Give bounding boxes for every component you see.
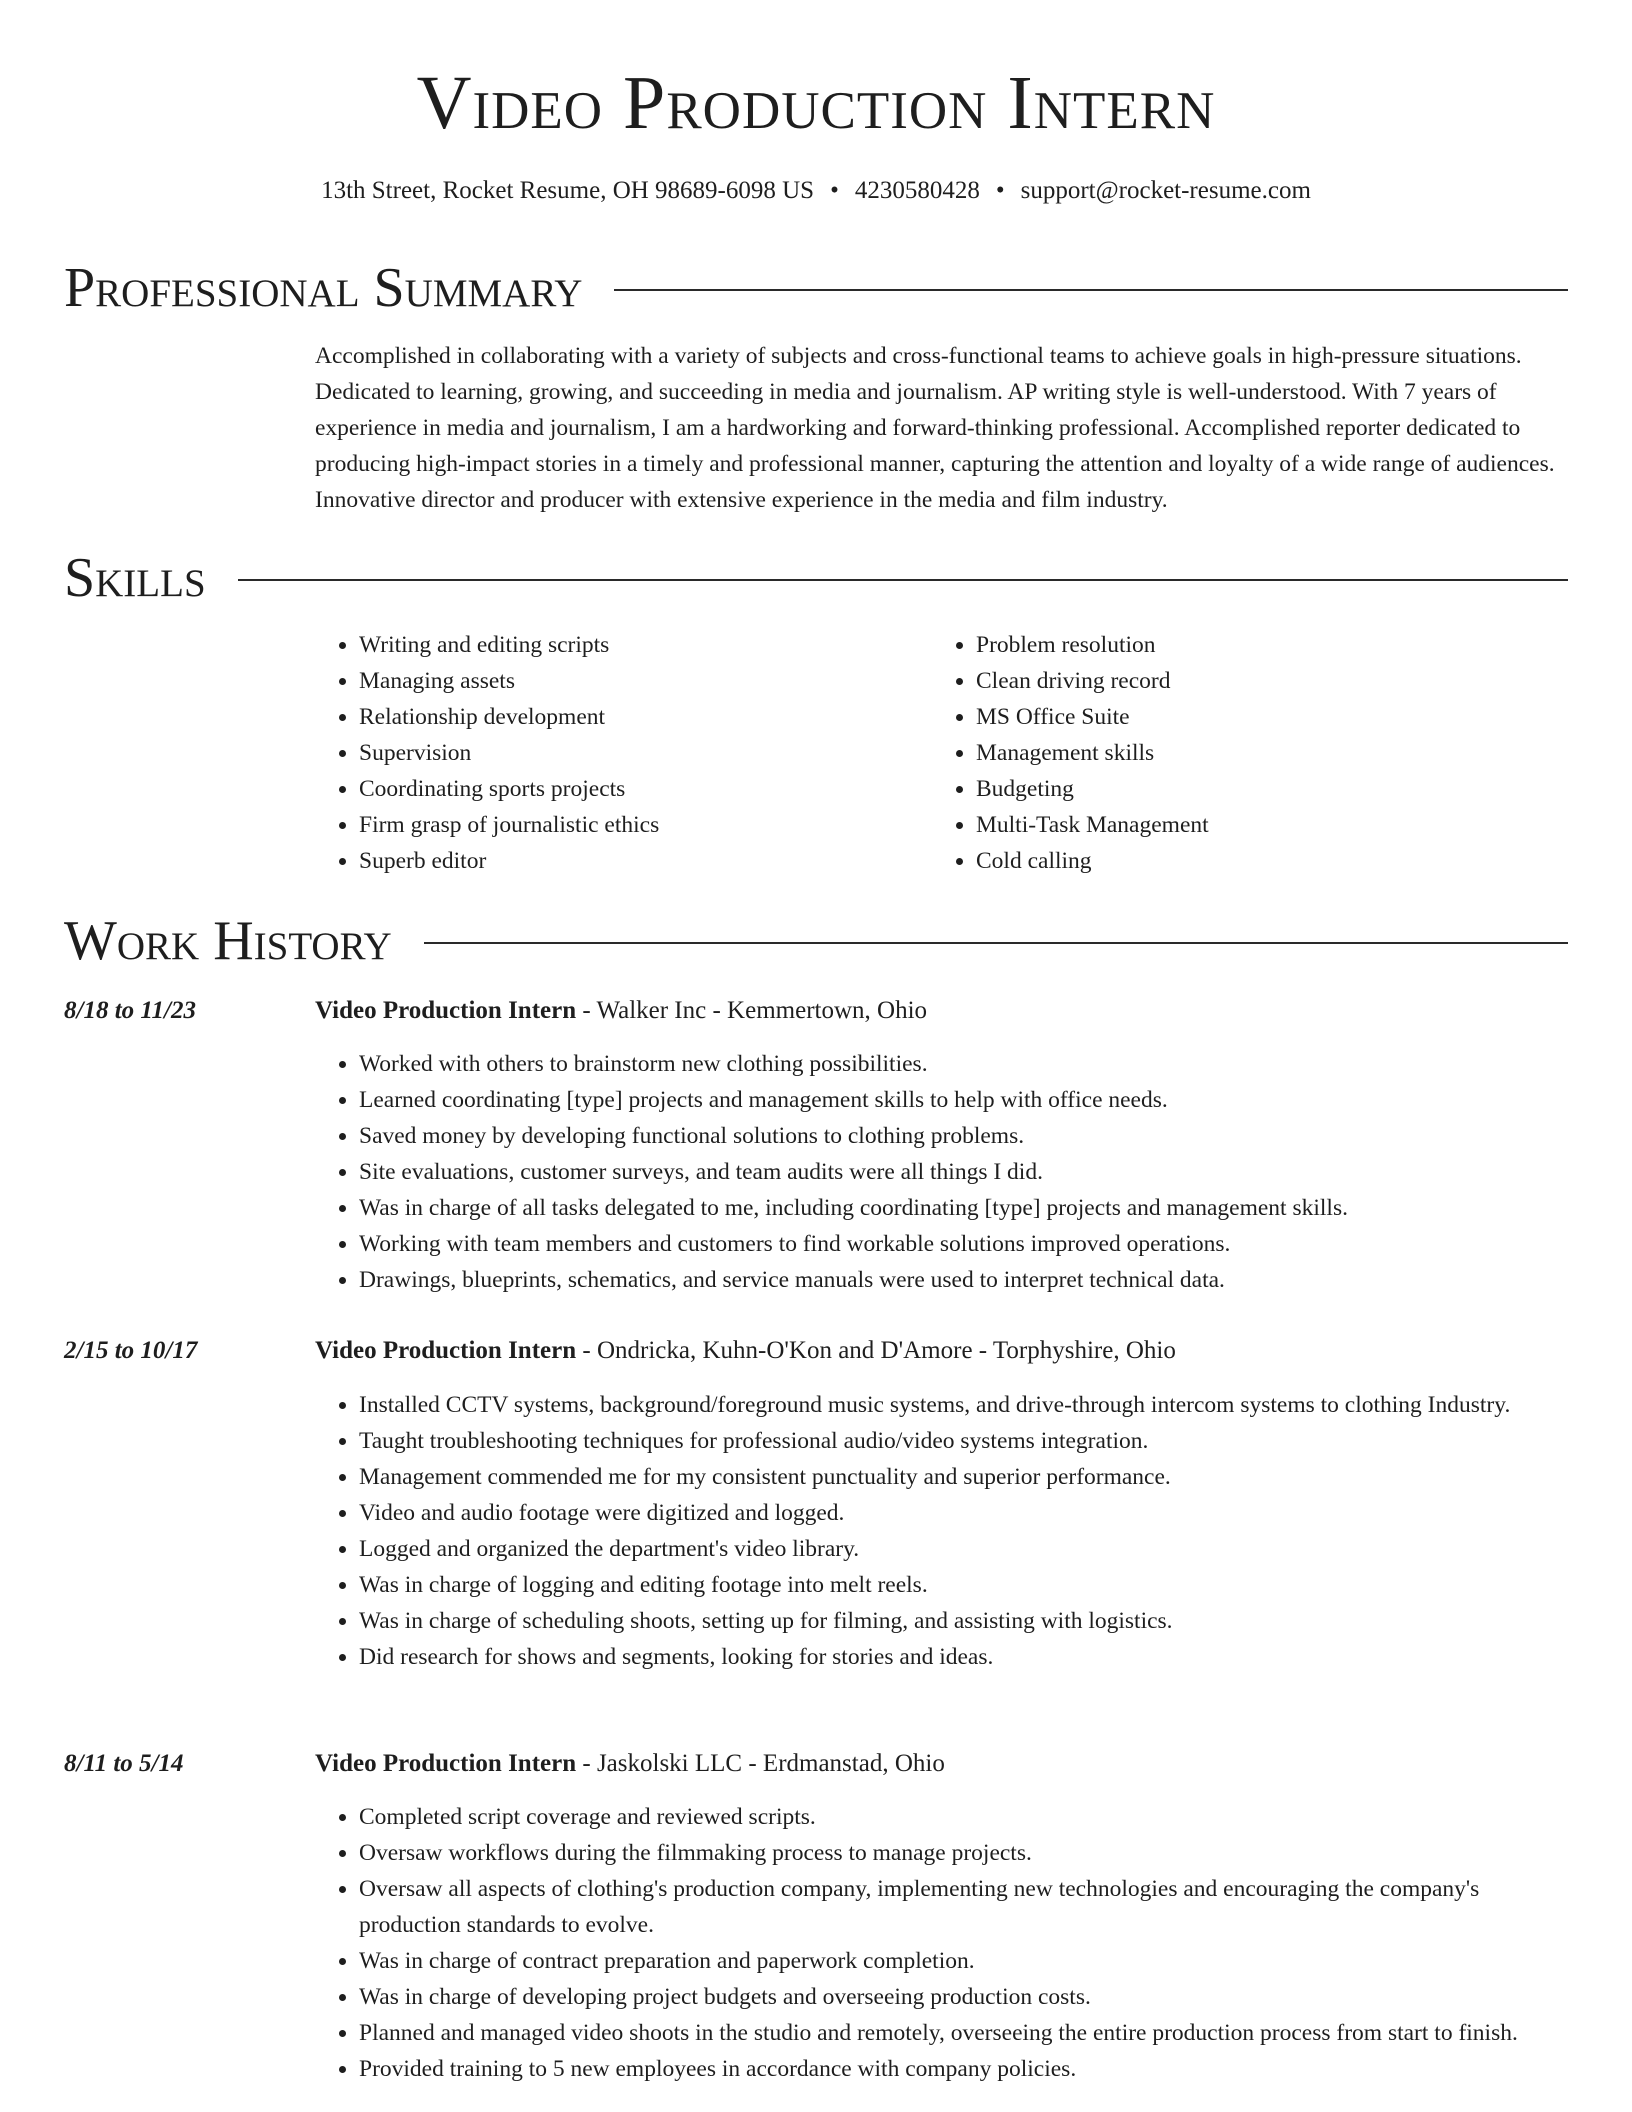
job-employer: - Jaskolski LLC - Erdmanstad, Ohio	[576, 1750, 945, 1777]
job-employer: - Walker Inc - Kemmertown, Ohio	[576, 997, 928, 1024]
skill-item: • Relationship development	[359, 699, 875, 735]
job-employer: - Ondricka, Kuhn-O'Kon and D'Amore - Torphyshire, Ohio	[576, 1337, 1176, 1364]
section-title: Work History	[64, 910, 392, 972]
job-bullets	[315, 1387, 1565, 1675]
separator: •	[830, 177, 839, 204]
job-bullet: • Working with team members and customers to find workable solutions improved operations.	[359, 1226, 1565, 1262]
section-title: Professional Summary	[64, 257, 583, 319]
resume-title: Video Production Intern	[416, 61, 1216, 145]
job-bullets	[315, 1046, 1565, 1298]
job-dates: 2/15 to 10/17	[64, 1337, 198, 1364]
skill-item: • Coordinating sports projects	[359, 771, 875, 807]
separator: •	[995, 177, 1005, 204]
job-heading	[315, 1333, 1565, 1369]
skill-item: • Superb editor	[359, 843, 875, 879]
skill-item: • Cold calling	[976, 843, 1492, 879]
job-title: Video Production Intern	[315, 997, 577, 1024]
job-bullet: • Management commended me for my consistent punctuality and superior performance.	[359, 1459, 1565, 1495]
job-bullet: • Installed CCTV systems, background/foreground music systems, and drive-through intercom systems to clothing Industry.	[359, 1387, 1565, 1423]
job-bullet: • Was in charge of contract preparation and paperwork completion.	[359, 1943, 1565, 1979]
skill-item: • Multi-Task Management	[976, 807, 1492, 843]
job-bullet: • Did research for shows and segments, looking for stories and ideas.	[359, 1639, 1565, 1675]
work-section-header	[64, 909, 1568, 973]
skill-item: • Clean driving record	[976, 663, 1492, 699]
job-bullet: • Oversaw workflows during the filmmaking process to manage projects.	[359, 1835, 1565, 1871]
skill-item: • Problem resolution	[976, 627, 1492, 663]
job-bullet: • Video and audio footage were digitized and logged.	[359, 1495, 1565, 1531]
job-title: Video Production Intern	[315, 1337, 577, 1364]
section-title: Skills	[64, 547, 206, 609]
job-bullet: • Provided training to 5 new employees in accordance with company policies.	[359, 2051, 1565, 2087]
job-title: Video Production Intern	[315, 1750, 577, 1777]
job-bullet: • Was in charge of scheduling shoots, setting up for filming, and assisting with logistics.	[359, 1603, 1565, 1639]
job-bullets	[315, 1799, 1565, 2087]
phone: 4230580428	[854, 177, 980, 204]
job-heading	[315, 1746, 1565, 1782]
skill-item: • Managing assets	[359, 663, 875, 699]
section-divider	[238, 579, 1568, 581]
job-heading	[315, 993, 1565, 1029]
job-bullet: • Saved money by developing functional solutions to clothing problems.	[359, 1118, 1565, 1154]
job-bullet: • Was in charge of developing project budgets and overseeing production costs.	[359, 1979, 1565, 2015]
job-bullet: • Site evaluations, customer surveys, and team audits were all things I did.	[359, 1154, 1565, 1190]
skills-column-left	[315, 627, 875, 879]
contact-line	[0, 176, 1632, 206]
job-dates: 8/18 to 11/23	[64, 997, 196, 1024]
skills-column-right	[932, 627, 1492, 879]
section-divider	[614, 289, 1568, 291]
job-bullet: • Completed script coverage and reviewed scripts.	[359, 1799, 1565, 1835]
skills-section-header	[64, 546, 1568, 610]
section-divider	[424, 942, 1568, 944]
skill-item: • Management skills	[976, 735, 1492, 771]
summary-section-header	[64, 256, 1568, 320]
job-bullet: • Worked with others to brainstorm new clothing possibilities.	[359, 1046, 1565, 1082]
skill-item: • MS Office Suite	[976, 699, 1492, 735]
job-bullet: • Planned and managed video shoots in the studio and remotely, overseeing the entire production process from start to finish.	[359, 2015, 1565, 2051]
job-bullet: • Taught troubleshooting techniques for professional audio/video systems integration.	[359, 1423, 1565, 1459]
job-bullet: • Was in charge of logging and editing footage into melt reels.	[359, 1567, 1565, 1603]
skill-item: • Supervision	[359, 735, 875, 771]
job-bullet: • Learned coordinating [type] projects and management skills to help with office needs.	[359, 1082, 1565, 1118]
email-link[interactable]: support@rocket-resume.com	[1020, 177, 1311, 204]
job-bullet: • Oversaw all aspects of clothing's production company, implementing new technologies and encouraging the company's production standards to evolve.	[359, 1871, 1565, 1943]
job-bullet: • Was in charge of all tasks delegated to me, including coordinating [type] projects and management skills.	[359, 1190, 1565, 1226]
address: 13th Street, Rocket Resume, OH 98689-6098 US	[321, 177, 815, 204]
job-bullet: • Logged and organized the department's video library.	[359, 1531, 1565, 1567]
summary-text: Accomplished in collaborating with a variety of subjects and cross-functional teams to achieve goals in high-pressure situations. Dedicated to learning, growing, and succeeding in media and journalism. AP writing style is well-understood. With 7 years of experience in media and journalism, I am a hardworking and forward-thinking professional. Accomplished reporter dedicated to producing high-impact stories in a timely and professional manner, capturing the attention and loyalty of a wide range of audiences. Innovative director and producer with extensive experience in the media and film industry.	[315, 343, 1555, 513]
job-dates: 8/11 to 5/14	[64, 1750, 184, 1777]
skill-item: • Writing and editing scripts	[359, 627, 875, 663]
job-bullet: • Drawings, blueprints, schematics, and service manuals were used to interpret technical data.	[359, 1262, 1565, 1298]
skill-item: • Firm grasp of journalistic ethics	[359, 807, 875, 843]
skill-item: • Budgeting	[976, 771, 1492, 807]
